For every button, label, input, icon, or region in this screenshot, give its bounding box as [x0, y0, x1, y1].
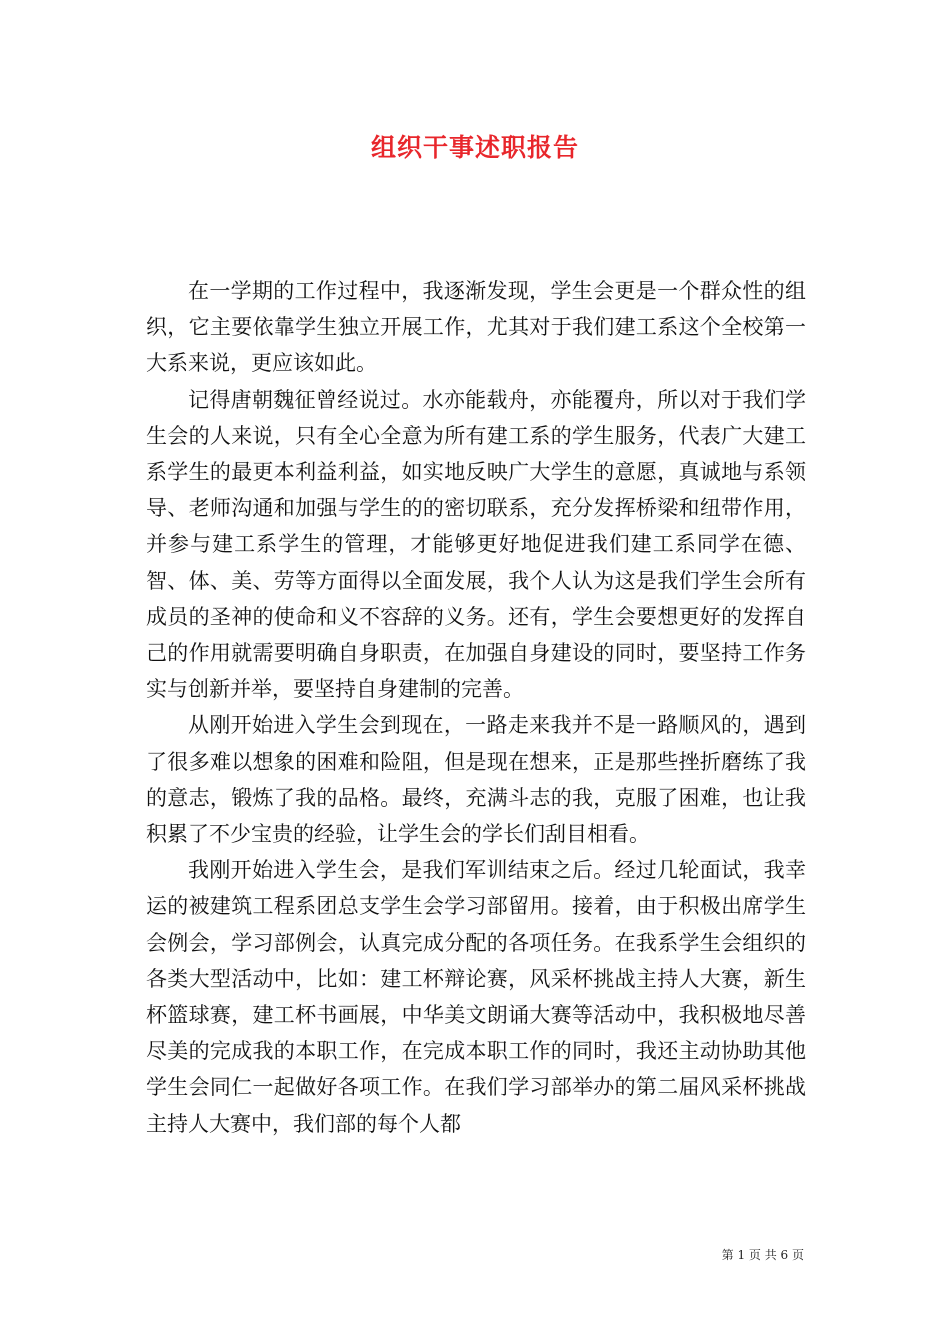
paragraph-4: 我刚开始进入学生会，是我们军训结束之后。经过几轮面试，我幸运的被建筑工程系团总支学生会学习部留用。接着，由于积极出席学生会例会，学习部例会，认真完成分配的各项任务。在我系学生会组织的各类大型活动中，比如：建工杯辩论赛，风采杯挑战主持人大赛，新生杯篮球赛，建工杯书画展，中华美文朗诵大赛等活动中，我积极地尽善尽美的完成我的本职工作，在完成本职工作的同时，我还主动协助其他学生会同仁一起做好各项工作。在我们学习部举办的第二届风采杯挑战主持人大赛中，我们部的每个人都 [146, 858, 806, 1136]
paragraph-3: 从刚开始进入学生会到现在，一路走来我并不是一路顺风的，遇到了很多难以想象的困难和险阻，但是现在想来，正是那些挫折磨练了我的意志，锻炼了我的品格。最终，充满斗志的我，克服了困难，也让我积累了不少宝贵的经验，让学生会的学长们刮目相看。 [146, 713, 806, 847]
page-number-footer: 第 1 页 共 6 页 [721, 1248, 804, 1262]
document-title: 组织干事述职报告 [370, 133, 579, 162]
document-body [146, 273, 806, 1142]
paragraph-1: 在一学期的工作过程中，我逐渐发现，学生会更是一个群众性的组织，它主要依靠学生独立开展工作，尤其对于我们建工系这个全校第一大系来说，更应该如此。 [146, 279, 806, 376]
paragraph-2: 记得唐朝魏征曾经说过。水亦能载舟，亦能覆舟，所以对于我们学生会的人来说，只有全心全意为所有建工系的学生服务，代表广大建工系学生的最更本利益利益，如实地反映广大学生的意愿，真诚地与系领导、老师沟通和加强与学生的的密切联系，充分发挥桥梁和纽带作用，并参与建工系学生的管理，才能够更好地促进我们建工系同学在德、智、体、美、劳等方面得以全面发展，我个人认为这是我们学生会所有成员的圣神的使命和义不容辞的义务。还有，学生会要想更好的发挥自己的作用就需要明确自身职责，在加强自身建设的同时，要坚持工作务实与创新并举，要坚持自身建制的完善。 [146, 387, 806, 702]
